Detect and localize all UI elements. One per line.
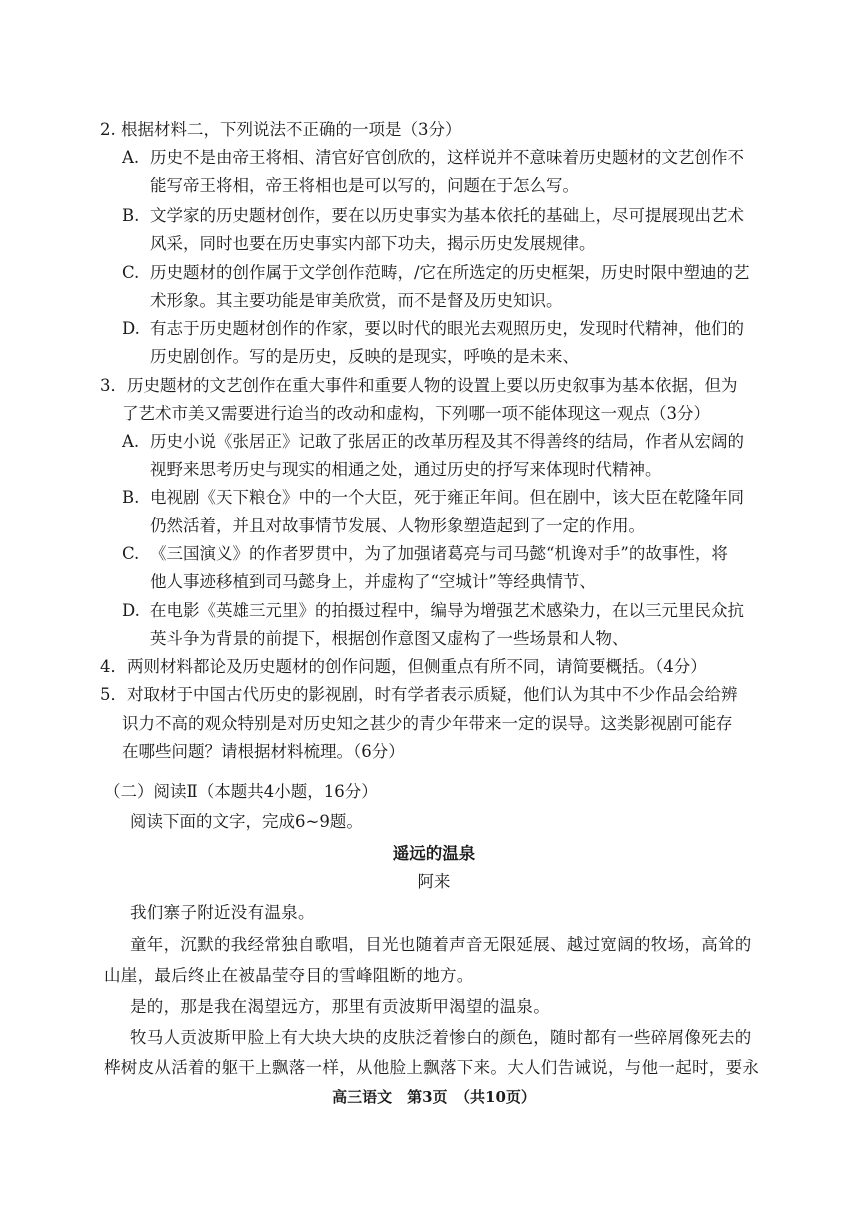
q2-option-c — [122, 259, 750, 287]
option-text: 在电影《英雄三元里》的拍摄过程中，编导为增强艺术感染力，在以三元里民众抗 — [150, 601, 744, 620]
q3-option-b-cont: 仍然活着，并且对故事情节发展、人物形象塑造起到了一定的作用。 — [150, 516, 645, 535]
option-text: 《三国演义》的作者罗贯中，为了加强诸葛亮与司马懿“机谗对手”的故事性，将 — [150, 544, 728, 563]
q2-option-a-cont: 能写帝王将相，帝王将相也是可以写的，问题在于怎么写。 — [150, 176, 579, 195]
section-instruction: 阅读下面的文字，完成6~9题。 — [130, 812, 363, 831]
q3-option-b — [122, 484, 744, 512]
q3-option-a-cont: 视野来思考历史与现实的相通之处，通过历史的抒写来体现时代精神。 — [150, 460, 662, 479]
essay-author: 阿来 — [417, 872, 451, 891]
option-label: A. — [122, 148, 140, 167]
q2-option-c-cont: 术形象。其主要功能是审美欣赏，而不是督及历史知识。 — [150, 291, 563, 310]
essay-paragraph-cont: 山崖，最后终止在被晶莹夺目的雪峰阻断的地方。 — [104, 966, 474, 985]
option-label: B. — [122, 488, 140, 507]
option-label: D. — [122, 319, 140, 338]
q2-option-b — [122, 202, 744, 230]
option-text: 电视剧《天下粮仓》中的一个大臣，死于雍正年间。但在剧中，该大臣在乾隆年同 — [150, 488, 744, 507]
q5-stem-line3: 在哪些问题？请根据材料梳理。（6分） — [122, 742, 405, 761]
page-footer: 高三语文 第3页 （共10页） — [332, 1088, 536, 1106]
q2-option-d-cont: 历史剧创作。写的是历史，反映的是现实，呼唤的是未来、 — [150, 347, 579, 366]
option-label: C. — [122, 544, 140, 563]
q5-stem-line1: 5．对取材于中国古代历史的影视剧，时有学者表示质疑，他们认为其中不少作品会给辨 — [100, 685, 738, 704]
q3-option-d — [122, 597, 744, 625]
option-label: B. — [122, 206, 140, 225]
q3-option-c — [122, 540, 728, 568]
q2-stem: 2. 根据材料二，下列说法不正确的一项是（3分） — [100, 120, 462, 139]
essay-paragraph: 我们寨子附近没有温泉。 — [130, 903, 315, 922]
q4-stem: 4．两则材料都论及历史题材的创作问题，但侧重点有所不同，请简要概括。（4分） — [100, 657, 707, 676]
essay-title: 遥远的温泉 — [392, 844, 476, 863]
section-heading: （二）阅读Ⅱ（本题共4小题，16分） — [104, 782, 378, 801]
option-text: 有志于历史题材创作的作家，要以时代的眼光去观照历史，发现时代精神，他们的 — [150, 319, 744, 338]
option-text: 历史题材的创作属于文学创作范畴，/它在所选定的历史框架，历史时限中塑迪的艺 — [150, 263, 750, 282]
option-text: 文学家的历史题材创作，要在以历史事实为基本依托的基础上，尽可提展现出艺术 — [150, 206, 744, 225]
q3-option-a — [122, 428, 744, 456]
q2-option-b-cont: 风采，同时也要在历史事实内部下功夫，揭示历史发展规律。 — [150, 234, 596, 253]
q2-option-d — [122, 315, 744, 343]
essay-paragraph: 是的，那是我在渴望远方，那里有贡波斯甲渴望的温泉。 — [130, 997, 550, 1016]
essay-paragraph: 童年，沉默的我经常独自歌唱，目光也随着声音无限延展、越过宽阔的牧场，高耸的 — [130, 935, 752, 954]
q3-stem-line1: 3．历史题材的文艺创作在重大事件和重要人物的设置上要以历史叙事为基本依据，但为 — [100, 376, 738, 395]
option-label: D. — [122, 601, 140, 620]
q3-option-c-cont: 他人事迹移植到司马懿身上，并虚构了“空城计”等经典情节、 — [150, 572, 596, 591]
q5-stem-line2: 识力不高的观众特别是对历史知之甚少的青少年带来一定的误导。这类影视剧可能存 — [122, 714, 733, 733]
essay-paragraph: 牧马人贡波斯甲脸上有大块大块的皮肤泛着惨白的颜色，随时都有一些碎屑像死去的 — [130, 1028, 752, 1047]
option-label: A. — [122, 432, 140, 451]
option-label: C. — [122, 263, 140, 282]
q3-option-d-cont: 英斗争为背景的前提下，根据创作意图又虚构了一些场景和人物、 — [150, 629, 629, 648]
essay-paragraph-cont: 桦树皮从活着的躯干上飘落一样，从他脸上飘落下来。大人们告诫说，与他一起时，要永 — [104, 1058, 760, 1077]
option-text: 历史不是由帝王将相、清官好官创欣的，这样说并不意味着历史题材的文艺创作不 — [150, 148, 744, 167]
q3-stem-line2: 了艺术市美又需要进行迨当的改动和虚构，下列哪一项不能体现这一观点（3分） — [122, 404, 710, 423]
option-text: 历史小说《张居正》记敢了张居正的改革历程及其不得善终的结局，作者从宏阔的 — [150, 432, 744, 451]
q2-option-a — [122, 144, 744, 172]
